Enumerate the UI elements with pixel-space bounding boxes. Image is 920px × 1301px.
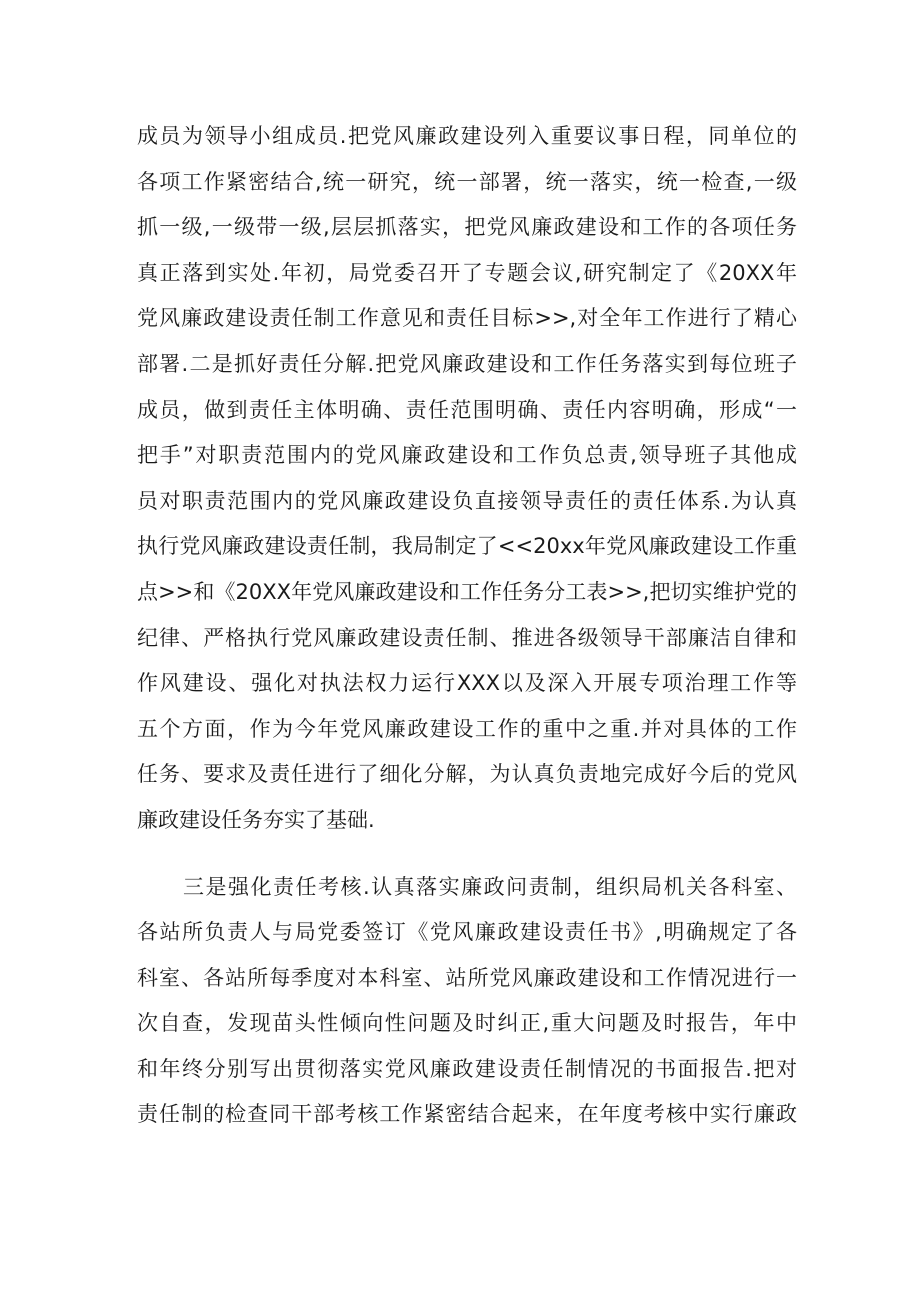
text-line: 员对职责范围内的党风廉政建设负直接领导责任的责任体系.为认真 [137,488,797,513]
text-line: 各站所负责人与局党委签订《党风廉政建设责任书》,明确规定了各 [137,920,797,945]
text-line: 成员，做到责任主体明确、责任范围明确、责任内容明确，形成“一 [137,397,797,422]
text-line: 把手”对职责范围内的党风廉政建设和工作负总责,领导班子其他成 [137,443,797,468]
paragraph-2 [137,865,797,1139]
text-line: 三是强化责任考核.认真落实廉政问责制，组织局机关各科室、 [183,874,797,899]
text-line: 次自查，发现苗头性倾向性问题及时纠正,重大问题及时报告，年中 [137,1011,797,1036]
text-line: 和年终分别写出贯彻落实党风廉政建设责任制情况的书面报告.把对 [137,1056,797,1081]
text-line: 点>>和《20XX年党风廉政建设和工作任务分工表>>,把切实维护党的 [137,579,797,604]
text-line: 五个方面，作为今年党风廉政建设工作的重中之重.并对具体的工作 [137,716,797,741]
text-line: 执行党风廉政建设责任制，我局制定了<<20xx年党风廉政建设工作重 [137,534,797,559]
text-line: 纪律、严格执行党风廉政建设责任制、推进各级领导干部廉洁自律和 [137,625,797,650]
text-line: 廉政建设任务夯实了基础. [137,807,375,832]
text-line: 真正落到实处.年初，局党委召开了专题会议,研究制定了《20XX年 [137,260,797,285]
paragraph-spacer [137,844,797,865]
text-line: 任务、要求及责任进行了细化分解，为认真负责地完成好今后的党风 [137,762,797,787]
text-line: 各项工作紧密结合,统一研究，统一部署，统一落实，统一检查,一级 [137,169,797,194]
text-line: 成员为领导小组成员.把党风廉政建设列入重要议事日程，同单位的 [137,124,797,148]
text-line: 部署.二是抓好责任分解.把党风廉政建设和工作任务落实到每位班子 [137,351,797,376]
text-line: 责任制的检查同干部考核工作紧密结合起来，在年度考核中实行廉政 [137,1102,797,1127]
text-line: 抓一级,一级带一级,层层抓落实，把党风廉政建设和工作的各项任务 [137,215,797,240]
document-body [137,114,797,1138]
text-line: 科室、各站所每季度对本科室、站所党风廉政建设和工作情况进行一 [137,965,797,990]
text-line: 作风建设、强化对执法权力运行XXX以及深入开展专项治理工作等 [137,671,797,696]
text-line: 党风廉政建设责任制工作意见和责任目标>>,对全年工作进行了精心 [137,306,797,331]
paragraph-1 [137,114,797,844]
